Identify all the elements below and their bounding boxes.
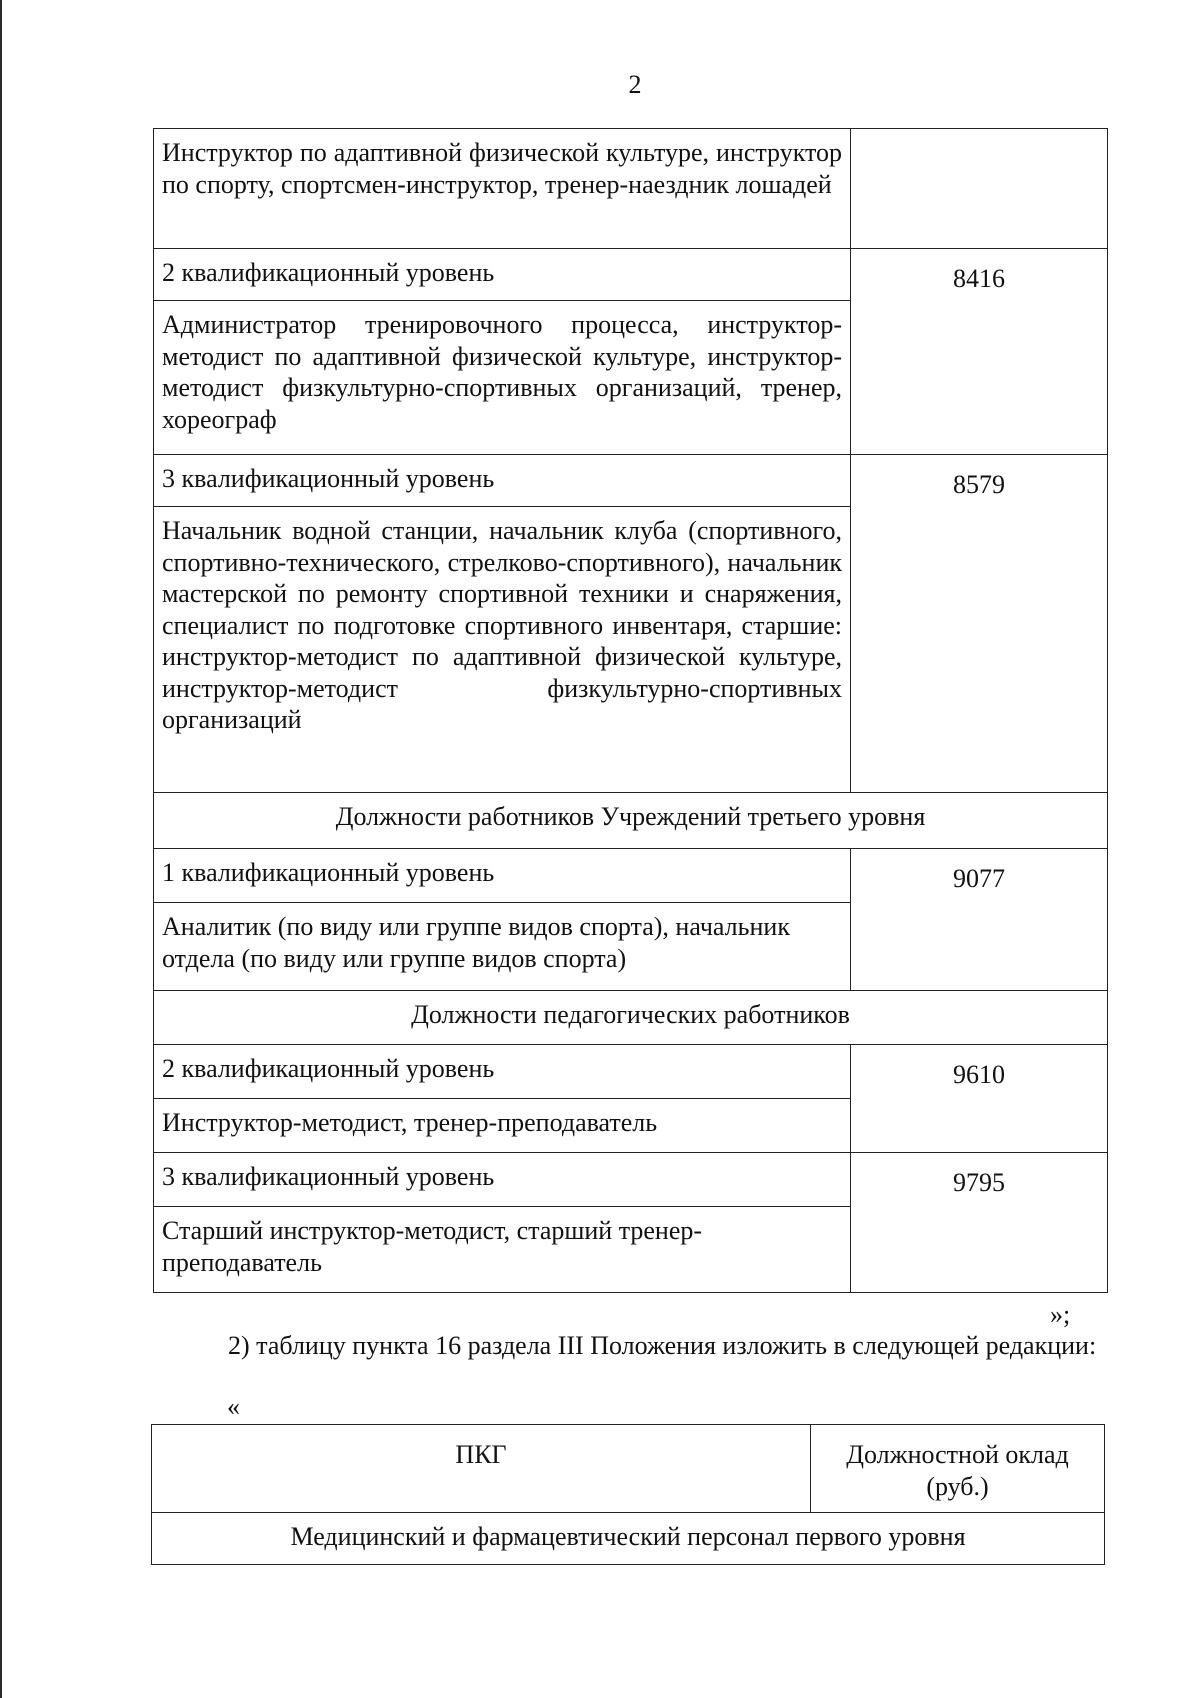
salary-cell: 9077	[851, 849, 1108, 991]
section-heading: Должности педагогических работников	[154, 991, 1108, 1045]
table-row	[154, 249, 1108, 301]
positions-cell: Инструктор-методист, тренер-преподаватель	[154, 1099, 851, 1153]
table-row	[154, 1045, 1108, 1099]
salary-table-continued	[153, 128, 1108, 1293]
table-row	[154, 849, 1108, 903]
page-edge-line	[0, 0, 2, 1698]
opening-quote: «	[227, 1392, 240, 1421]
table-row	[154, 793, 1108, 849]
table-row	[154, 455, 1108, 507]
section-heading: Должности работников Учреждений третьего уровня	[154, 793, 1108, 849]
positions-cell: Старший инструктор-методист, старший тренер-преподаватель	[154, 1207, 851, 1293]
qualification-level-cell: 2 квалификационный уровень	[154, 249, 851, 301]
positions-cell: Инструктор по адаптивной физической культуре, инструктор по спорту, спортсмен-инструктор, тренер-наездник лошадей	[154, 129, 851, 249]
page-number: 2	[628, 70, 642, 99]
closing-quote: »;	[1050, 1300, 1071, 1329]
qualification-level-cell: 1 квалификационный уровень	[154, 849, 851, 903]
amendment-paragraph: 2) таблицу пункта 16 раздела III Положения изложить в следующей редакции:	[228, 1331, 1097, 1360]
qualification-level-cell: 3 квалификационный уровень	[154, 1153, 851, 1207]
positions-cell: Администратор тренировочного процесса, инструктор-методист по адаптивной физической культуре, инструктор-методист физкультурно-спортивных организаций, тренер, хореограф	[154, 301, 851, 455]
section-heading: Медицинский и фармацевтический персонал первого уровня	[152, 1513, 1105, 1565]
salary-cell: 8416	[851, 249, 1108, 455]
table-header-row	[152, 1425, 1105, 1513]
table-row	[154, 991, 1108, 1045]
table-row	[154, 129, 1108, 249]
header-salary: Должностной оклад (руб.)	[811, 1425, 1105, 1513]
salary-cell: 9610	[851, 1045, 1108, 1153]
salary-cell: 9795	[851, 1153, 1108, 1293]
salary-cell-empty	[851, 129, 1108, 249]
header-pkg: ПКГ	[152, 1425, 811, 1513]
salary-cell: 8579	[851, 455, 1108, 793]
table-row	[154, 1153, 1108, 1207]
table-row	[152, 1513, 1105, 1565]
positions-cell: Аналитик (по виду или группе видов спорта), начальник отдела (по виду или группе видов спорта)	[154, 903, 851, 991]
positions-cell: Начальник водной станции, начальник клуба (спортивного, спортивно-технического, стрелково-спортивного), начальник мастерской по ремонту спортивной техники и снаряжения, специалист по подготовке спортивного инвентаря, старшие: инструктор-методист по адаптивной физической культуре, инструктор-методист физкультурно-спортивных организаций	[154, 507, 851, 793]
qualification-level-cell: 2 квалификационный уровень	[154, 1045, 851, 1099]
medical-salary-table	[151, 1424, 1105, 1565]
qualification-level-cell: 3 квалификационный уровень	[154, 455, 851, 507]
